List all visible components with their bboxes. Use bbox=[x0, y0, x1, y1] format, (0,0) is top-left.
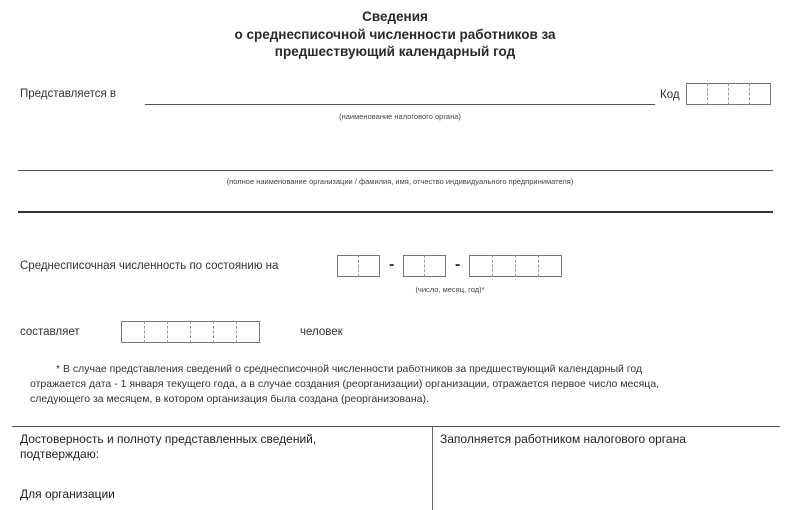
footnote-line2: отражается дата - 1 января текущего года, а в случае создания (реорганизации) организации, отражается первое число месяца, bbox=[30, 378, 660, 390]
confirmation-line2: подтверждаю: bbox=[20, 447, 100, 461]
tax-authority-caption: (наименование налогового органа) bbox=[339, 112, 461, 121]
code-label: Код bbox=[660, 89, 680, 101]
footnote-line3: следующего за месяцем, в котором организация была создана (реорганизована). bbox=[30, 393, 429, 405]
headcount-input[interactable] bbox=[121, 321, 259, 343]
form-title-line1: Сведения bbox=[362, 9, 428, 24]
month-input[interactable] bbox=[403, 255, 445, 277]
year-cell[interactable] bbox=[492, 255, 516, 277]
organization-caption: (полное наименование организации / фамилия, имя, отчество индивидуального предпринимателя) bbox=[226, 177, 574, 186]
organization-name-input[interactable] bbox=[18, 170, 773, 171]
headcount-cell[interactable] bbox=[121, 321, 145, 343]
organization-label: Для организации bbox=[20, 487, 115, 501]
date-separator: - bbox=[455, 256, 461, 273]
form-title-line2: о среднесписочной численности работников за bbox=[234, 27, 556, 42]
month-cell[interactable] bbox=[424, 255, 446, 277]
confirmation-line1: Достоверность и полноту представленных сведений, bbox=[20, 432, 317, 446]
tax-office-section-label: Заполняется работником налогового органа bbox=[440, 432, 686, 446]
form-title-line3: предшествующий календарный год bbox=[274, 44, 516, 59]
day-cell[interactable] bbox=[337, 255, 359, 277]
year-cell[interactable] bbox=[515, 255, 539, 277]
month-cell[interactable] bbox=[403, 255, 425, 277]
footnote-line1: * В случае представления сведений о среднесписочной численности работников за предшествующий календарный год bbox=[56, 363, 643, 375]
headcount-cell[interactable] bbox=[213, 321, 237, 343]
headcount-cell[interactable] bbox=[167, 321, 191, 343]
day-input[interactable] bbox=[337, 255, 379, 277]
tax-authority-label: Представляется в bbox=[20, 88, 117, 100]
organization-name-input-line2[interactable] bbox=[18, 211, 773, 213]
code-cell[interactable] bbox=[749, 83, 771, 105]
code-cell[interactable] bbox=[707, 83, 729, 105]
code-input[interactable] bbox=[686, 83, 770, 105]
date-caption: (число, месяц, год)* bbox=[415, 285, 485, 294]
headcount-cell[interactable] bbox=[144, 321, 168, 343]
code-cell[interactable] bbox=[728, 83, 750, 105]
headcount-value-label: составляет bbox=[20, 326, 80, 338]
year-cell[interactable] bbox=[538, 255, 562, 277]
year-cell[interactable] bbox=[469, 255, 493, 277]
year-input[interactable] bbox=[469, 255, 561, 277]
bottom-table-divider bbox=[432, 426, 433, 510]
headcount-unit: человек bbox=[300, 326, 343, 338]
day-cell[interactable] bbox=[358, 255, 380, 277]
code-cell[interactable] bbox=[686, 83, 708, 105]
date-separator: - bbox=[389, 256, 395, 273]
bottom-table-top-border bbox=[12, 426, 780, 427]
tax-authority-input[interactable] bbox=[145, 104, 655, 105]
headcount-cell[interactable] bbox=[190, 321, 214, 343]
headcount-cell[interactable] bbox=[236, 321, 260, 343]
headcount-date-label: Среднесписочная численность по состоянию на bbox=[20, 260, 279, 272]
